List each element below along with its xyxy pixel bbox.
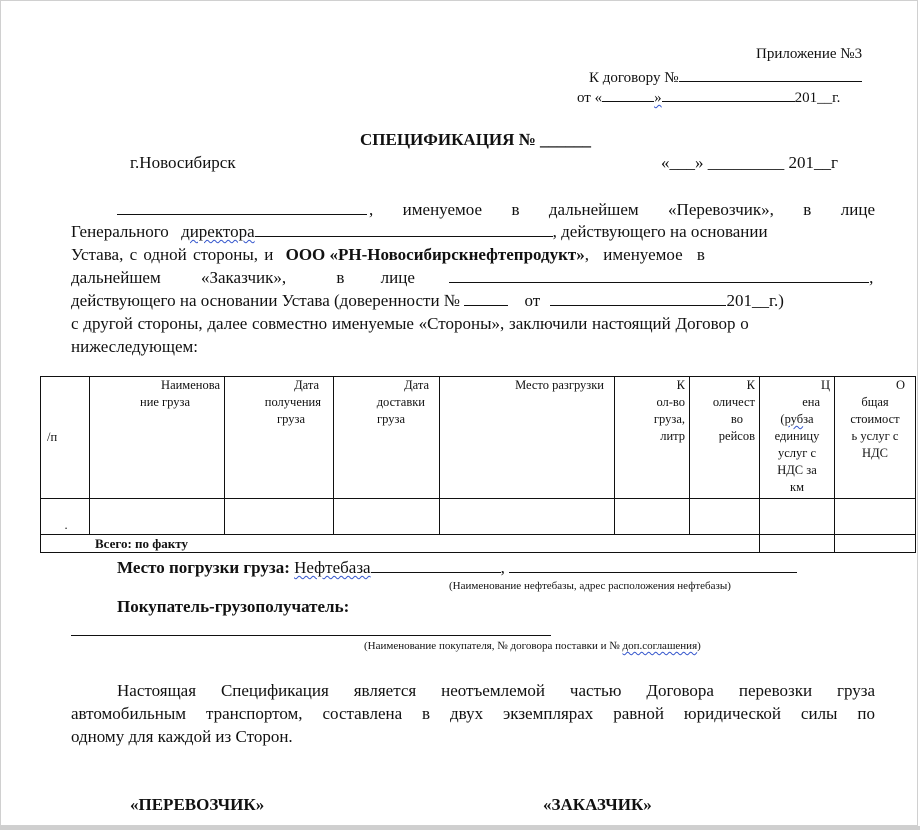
table-total-row	[41, 535, 916, 553]
preamble-word: в	[336, 268, 345, 287]
preamble-line-7: нижеследующем:	[71, 337, 199, 356]
header-cell-unload-place: Место разгрузки	[440, 377, 615, 499]
preamble-word: , действующего на основании	[552, 222, 768, 241]
appendix-label: Приложение №3	[756, 46, 863, 62]
preamble-line-1-text: , именуемое в дальнейшем «Перевозчик», в лице	[369, 200, 875, 219]
preamble-line-2	[71, 221, 768, 243]
table-cell[interactable]	[615, 499, 690, 535]
date-quote: »	[654, 90, 662, 106]
preamble-word: 201__г.)	[726, 291, 784, 310]
closing-line-2: автомобильным транспортом, составлена в двух экземплярах равной юридической силы по	[71, 704, 875, 723]
closing-line-1: Настоящая Спецификация является неотъемлемой частью Договора перевозки груза	[117, 681, 875, 700]
preamble-line-6: с другой стороны, далее совместно именуемые «Стороны», заключили настоящий Договор о	[71, 314, 749, 333]
page-bottom-edge	[0, 826, 920, 830]
table-header-row	[41, 377, 916, 499]
table-cell[interactable]	[440, 499, 615, 535]
table-cell[interactable]	[690, 499, 760, 535]
power-of-attorney-date-blank[interactable]	[550, 291, 726, 306]
header-cell-cargo-name: Наименова ние груза	[90, 377, 225, 499]
preamble-word: Генерального	[71, 222, 169, 241]
preamble-word-director: директора	[181, 222, 255, 241]
preamble-line-5	[71, 290, 784, 312]
document-date: «___» _________ 201__г	[661, 153, 838, 172]
signature-carrier: «ПЕРЕВОЗЧИК»	[130, 795, 265, 814]
contract-prefix: К договору №	[589, 70, 679, 86]
preamble-line-4	[71, 267, 875, 289]
header-cell-number: /п	[41, 377, 90, 499]
power-of-attorney-number-blank[interactable]	[464, 291, 508, 306]
loading-place-blank[interactable]	[371, 558, 501, 573]
header-cell-delivery-date: Дата доставки груза	[334, 377, 440, 499]
specification-table	[40, 376, 916, 553]
table-cell[interactable]	[760, 535, 835, 553]
date-day-blank[interactable]	[602, 87, 654, 102]
header-cell-trips: К оличест во рейсов	[690, 377, 760, 499]
date-month-blank[interactable]	[662, 87, 795, 102]
closing-line-3: одному для каждой из Сторон.	[71, 727, 293, 746]
total-label: Всего: по факту	[41, 535, 760, 553]
buyer-label: Покупатель-грузополучатель:	[117, 597, 350, 616]
city-label: г.Новосибирск	[130, 153, 236, 172]
customer-representative-blank[interactable]	[449, 268, 869, 283]
buyer-note: (Наименование покупателя, № договора поставки и № доп.соглашения)	[364, 640, 701, 652]
table-cell[interactable]	[760, 499, 835, 535]
loading-place-line	[117, 558, 797, 578]
director-name-blank[interactable]	[255, 222, 553, 237]
preamble-word: лице	[380, 268, 415, 287]
preamble-text: , именуемое в	[584, 245, 705, 264]
buyer-blank[interactable]	[71, 635, 551, 636]
preamble-word: дальнейшем	[71, 268, 161, 287]
date-prefix: от «	[577, 90, 603, 106]
header-cell-unit-price: Ц ена (рубза единицу услуг с НДС за км	[760, 377, 835, 499]
header-cell-total-cost: О бщая стоимост ь услуг с НДС	[835, 377, 916, 499]
preamble-line-3	[71, 244, 705, 266]
contract-number-blank[interactable]	[679, 67, 862, 82]
preamble-word: ,	[869, 268, 874, 287]
table-cell[interactable]	[90, 499, 225, 535]
loading-address-blank[interactable]	[509, 558, 797, 573]
signature-customer: «ЗАКАЗЧИК»	[543, 795, 652, 814]
loading-place-value: Нефтебаза	[294, 558, 371, 577]
table-row	[41, 499, 916, 535]
header-cell-receive-date: Дата получения груза	[225, 377, 334, 499]
contract-date-line	[577, 87, 840, 107]
loading-comma: ,	[500, 558, 505, 577]
table-cell[interactable]	[225, 499, 334, 535]
loading-place-note: (Наименование нефтебазы, адрес расположения нефтебазы)	[449, 580, 731, 592]
preamble-word: от	[524, 291, 541, 310]
preamble-line-1	[117, 199, 367, 221]
date-year: 201__г.	[794, 90, 841, 106]
preamble-text: действующего на основании Устава (доверенности №	[71, 291, 461, 310]
table-cell[interactable]	[835, 499, 916, 535]
page-title: СПЕЦИФИКАЦИЯ № ______	[360, 130, 592, 149]
customer-company-name: ООО «РН-Новосибирскнефтепродукт»	[285, 245, 585, 264]
header-cell-quantity: К ол-во груза, литр	[615, 377, 690, 499]
table-cell[interactable]	[835, 535, 916, 553]
loading-place-label: Место погрузки груза:	[117, 558, 290, 577]
contract-number-line	[589, 67, 862, 87]
table-cell[interactable]	[334, 499, 440, 535]
preamble-word: «Заказчик»,	[200, 268, 287, 287]
table-cell[interactable]: .	[41, 499, 90, 535]
carrier-name-blank[interactable]	[117, 200, 367, 215]
preamble-text: Устава, с одной стороны, и	[71, 245, 274, 264]
